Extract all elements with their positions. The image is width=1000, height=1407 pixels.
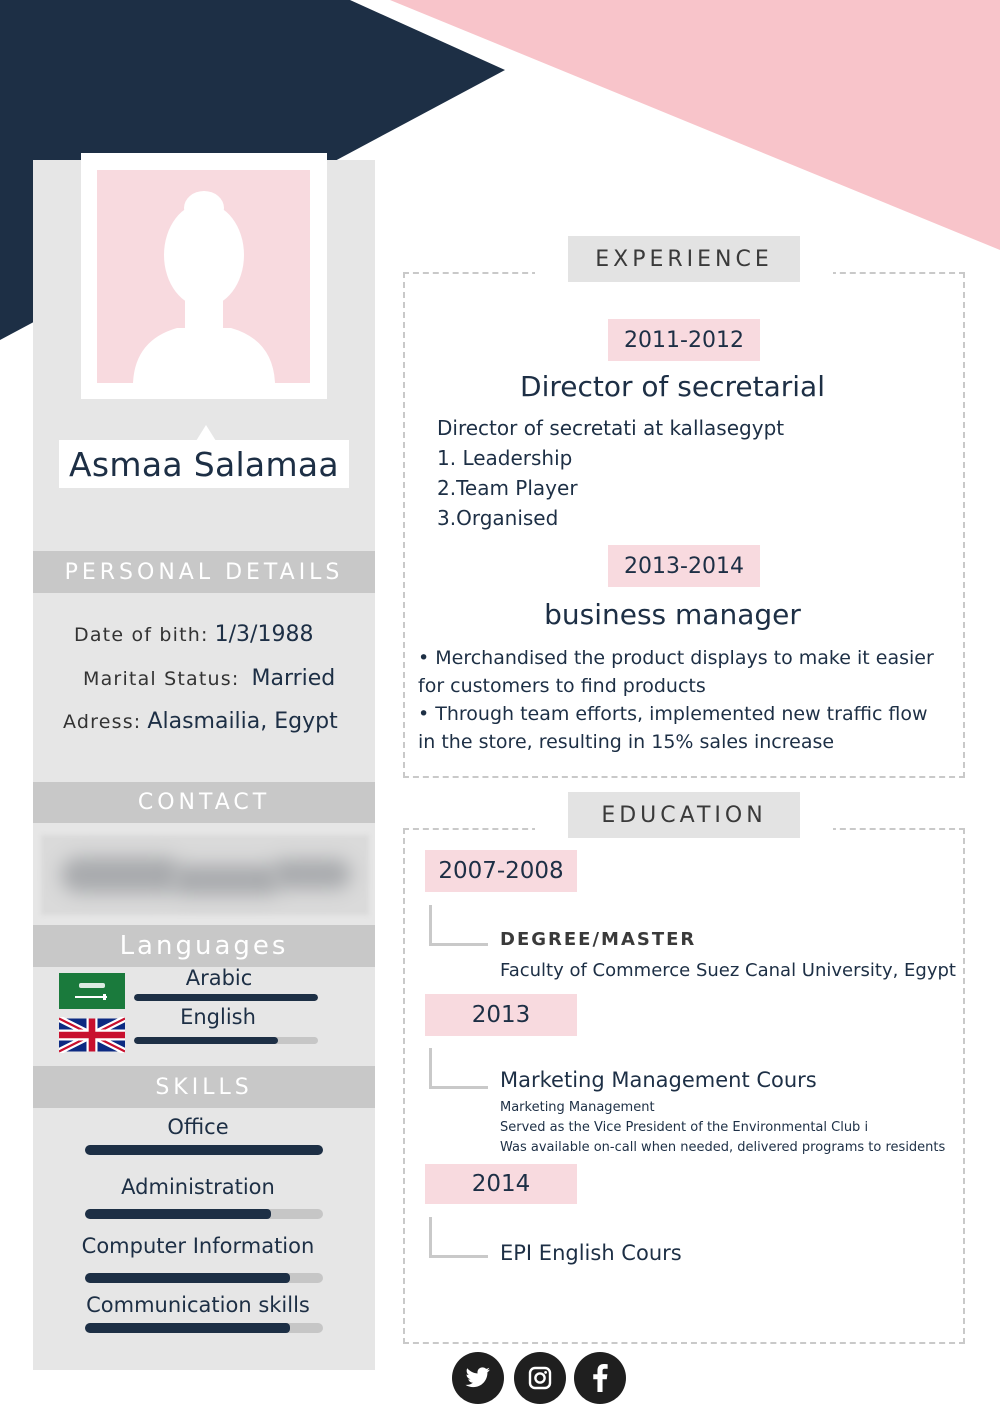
job-1-line: 3.Organised <box>437 506 559 530</box>
uk-flag-icon <box>59 1017 125 1053</box>
edu-2-connector <box>429 1048 488 1089</box>
skill-level-fill <box>85 1273 290 1283</box>
skill-level-fill <box>85 1145 323 1155</box>
avatar <box>97 170 310 383</box>
language-level-fill <box>134 1037 278 1044</box>
marital-value: Married <box>251 666 336 691</box>
skill-office-name: Office <box>167 1115 229 1139</box>
skill-computer-name: Computer Information <box>81 1234 315 1258</box>
job-2-bullet: • Through team efforts, implemented new traffic flow in the store, resulting in 15% sales increase <box>418 703 928 753</box>
dob-label: Date of bith: <box>74 624 209 646</box>
language-arabic-name: Arabic <box>185 966 253 990</box>
skill-administration-bar <box>85 1209 323 1219</box>
edu-2-year: 2013 <box>425 994 577 1036</box>
job-1-line: 2.Team Player <box>437 476 578 500</box>
skills-header <box>33 1066 375 1108</box>
language-english-bar <box>134 1037 318 1044</box>
job-1-years: 2011-2012 <box>608 319 760 361</box>
job-2-title: business manager <box>544 598 801 631</box>
job-2-bullet: • Merchandised the product displays to make it easier for customers to find products <box>418 647 934 697</box>
skill-computer-bar <box>85 1273 323 1283</box>
skill-office-bar <box>85 1145 323 1155</box>
languages-title: Languages <box>119 931 289 961</box>
dob-row <box>74 622 313 647</box>
instagram-icon[interactable] <box>514 1352 566 1404</box>
personal-details-header <box>33 551 375 593</box>
address-value: Alasmailia, Egypt <box>147 709 338 734</box>
job-1-title: Director of secretarial <box>520 370 825 403</box>
job-2-bullets <box>418 644 948 756</box>
skill-administration-name: Administration <box>121 1175 275 1199</box>
languages-header <box>33 925 375 967</box>
name-notch <box>196 425 216 441</box>
language-level-fill <box>134 994 318 1001</box>
edu-1-year: 2007-2008 <box>425 850 577 892</box>
edu-2-label: Marketing Management Cours <box>500 1068 817 1092</box>
profile-name: Asmaa Salamaa <box>69 444 339 484</box>
job-1-line: Director of secretati at kallasegypt <box>437 416 785 440</box>
skill-communication-name: Communication skills <box>86 1293 310 1317</box>
skill-level-fill <box>85 1323 290 1333</box>
marital-label: Marital Status: <box>83 668 240 690</box>
skills-title: SKILLS <box>155 1074 253 1100</box>
facebook-icon[interactable] <box>574 1352 626 1404</box>
name-box <box>59 440 349 488</box>
skill-level-fill <box>85 1209 271 1219</box>
address-label: Adress: <box>63 711 142 733</box>
contact-blurred-area <box>41 835 369 915</box>
contact-header <box>33 782 375 823</box>
edu-2-line: Marketing Management <box>500 1100 655 1115</box>
language-arabic-bar <box>134 994 318 1001</box>
edu-2-lines <box>500 1098 960 1158</box>
edu-1-connector <box>429 905 488 946</box>
language-english-name: English <box>180 1005 256 1029</box>
saudi-flag-icon <box>59 973 125 1009</box>
contact-title: CONTACT <box>137 790 271 815</box>
person-silhouette-icon <box>97 170 310 383</box>
edu-1-detail: Faculty of Commerce Suez Canal University, Egypt <box>500 960 956 981</box>
edu-2-line: Was available on-call when needed, delivered programs to residents <box>500 1140 946 1155</box>
job-2-years: 2013-2014 <box>608 545 760 587</box>
edu-3-label: EPI English Cours <box>500 1241 682 1265</box>
edu-3-connector <box>429 1217 488 1258</box>
edu-3-year: 2014 <box>425 1164 577 1204</box>
education-title: EDUCATION <box>601 802 767 828</box>
marital-row <box>83 666 335 691</box>
experience-header <box>568 236 800 282</box>
experience-title: EXPERIENCE <box>595 246 773 272</box>
twitter-icon[interactable] <box>452 1352 504 1404</box>
edu-2-line: Served as the Vice President of the Environmental Club i <box>500 1120 869 1135</box>
edu-1-label: DEGREE/MASTER <box>500 929 697 950</box>
job-1-line: 1. Leadership <box>437 446 573 470</box>
job-1-description <box>437 413 937 533</box>
personal-details-title: PERSONAL DETAILS <box>64 559 344 585</box>
skill-communication-bar <box>85 1323 323 1333</box>
address-row <box>63 709 338 734</box>
dob-value: 1/3/1988 <box>214 622 314 647</box>
education-header <box>568 792 800 838</box>
